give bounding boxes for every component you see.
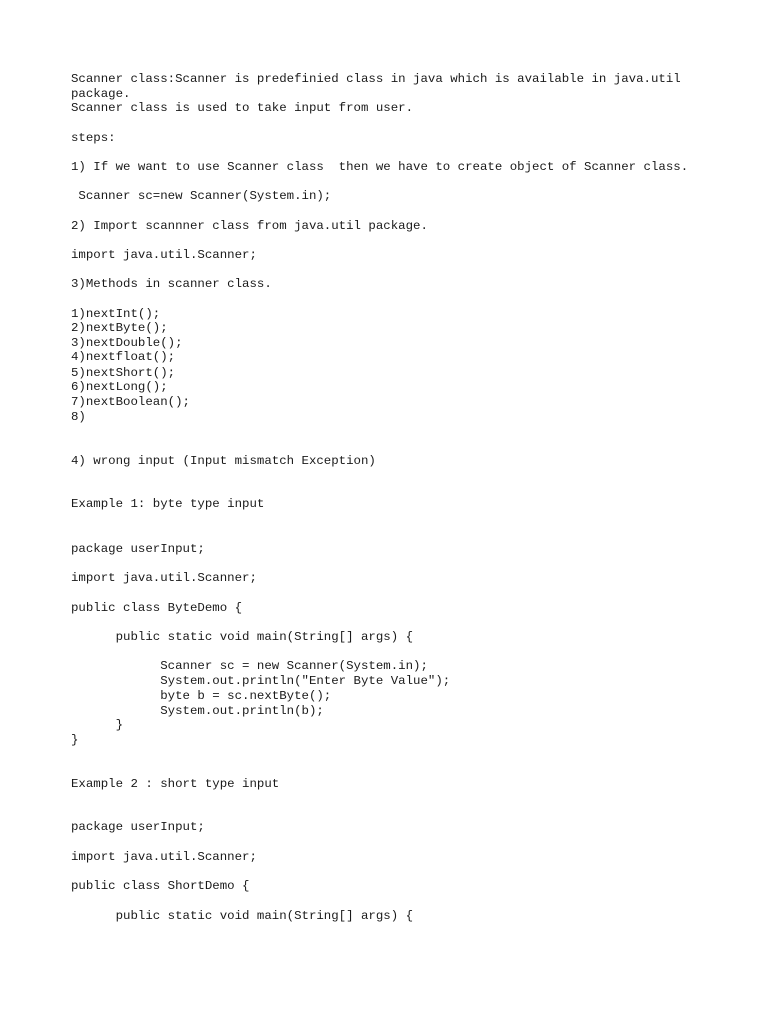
code-line: byte b = sc.nextByte(); [71,689,332,703]
code-line: import java.util.Scanner; [71,248,257,262]
text-line: Scanner class:Scanner is predefinied class in java which is available in java.util [71,72,681,86]
code-line: System.out.println("Enter Byte Value"); [71,674,451,688]
text-line: 1) If we want to use Scanner class then we have to create object of Scanner class. [71,160,689,174]
code-line: import java.util.Scanner; [71,850,257,864]
section-heading: Example 1: byte type input [71,497,265,511]
code-line: package userInput; [71,542,205,556]
code-line: } [71,733,79,747]
section-heading: Example 2 : short type input [71,777,280,791]
code-line: Scanner sc=new Scanner(System.in); [71,189,332,203]
text-line: steps: [71,131,116,145]
text-line: 3)Methods in scanner class. [71,277,272,291]
code-line: package userInput; [71,820,205,834]
code-line: public static void main(String[] args) { [71,909,414,923]
text-line: 2) Import scannner class from java.util package. [71,219,428,233]
list-item: 1)nextInt(); [71,307,161,321]
list-item: 7)nextBoolean(); [71,395,190,409]
list-item: 5)nextShort(); [71,366,176,380]
code-line: public static void main(String[] args) { [71,630,414,644]
list-item: 3)nextDouble(); [71,336,183,350]
list-item: 4)nextfloat(); [71,350,176,364]
code-line: System.out.println(b); [71,704,324,718]
code-line: public class ByteDemo { [71,601,243,615]
code-line: Scanner sc = new Scanner(System.in); [71,659,428,673]
code-line: import java.util.Scanner; [71,571,257,585]
text-line: 4) wrong input (Input mismatch Exception) [71,454,376,468]
text-line: package. [71,87,131,101]
list-item: 6)nextLong(); [71,380,168,394]
code-line: } [71,718,124,732]
list-item: 8) [71,410,86,424]
code-line: public class ShortDemo { [71,879,250,893]
list-item: 2)nextByte(); [71,321,168,335]
text-line: Scanner class is used to take input from user. [71,101,414,115]
